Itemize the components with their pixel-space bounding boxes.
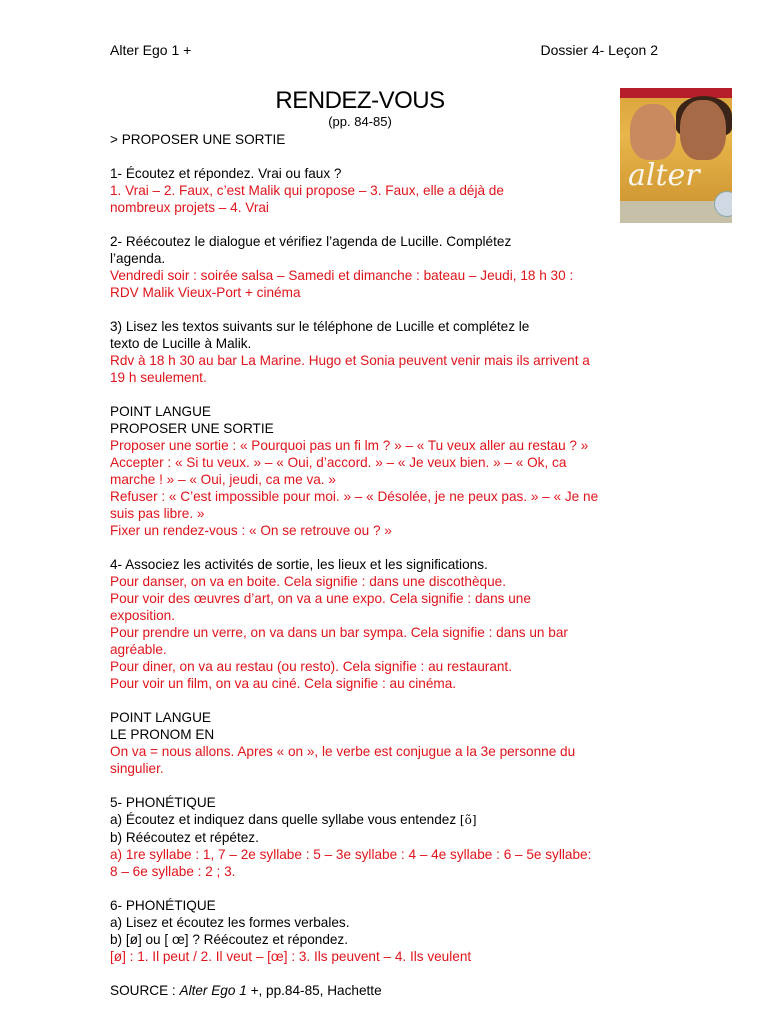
point-langue-1-line-2: Accepter : « Si tu veux. » – « Oui, d’accord. » – « Je veux bien. » – « Ok, ca [110,455,567,470]
point-langue-2-subtitle: LE PRONOM EN [110,727,215,742]
point-langue-1-line-3: marche ! » – « Oui, jeudi, ca me va. » [110,472,336,487]
answer-5-line-1: a) 1re syllabe : 1, 7 – 2e syllabe : 5 – 3e syllabe : 4 – 4e syllabe : 6 – 5e syllabe: [110,847,592,862]
answer-4-line-3: exposition. [110,608,175,623]
point-langue-1-line-1: Proposer une sortie : « Pourquoi pas un fi lm ? » – « Tu veux aller au restau ? » [110,438,589,453]
question-2-line-1: 2- Réécoutez le dialogue et vérifiez l’agenda de Lucille. Complétez [110,234,512,249]
point-langue-1-line-4: Refuser : « C’est impossible pour moi. » – « Désolée, je ne peux pas. » – « Je ne [110,489,599,504]
question-1: 1- Écoutez et répondez. Vrai ou faux ? [110,166,342,181]
page-title: RENDEZ-VOUS [275,87,445,114]
section-heading: > PROPOSER UNE SORTIE [110,132,286,147]
question-5a [110,811,665,829]
question-3-line-2: texto de Lucille à Malik. [110,336,252,351]
answer-5-line-2: 8 – 6e syllabe : 2 ; 3. [110,864,236,879]
header-book-title: Alter Ego 1 + [110,42,192,58]
point-langue-2-title: POINT LANGUE [110,710,211,725]
point-langue-1-line-5: suis pas libre. » [110,506,205,521]
source-label: SOURCE : [110,983,180,998]
answer-4-line-2: Pour voir des œuvres d’art, on va a une expo. Cela signifie : dans une [110,591,531,606]
source-title: Alter Ego 1 + [179,983,259,998]
point-langue-1-line-6: Fixer un rendez-vous : « On se retrouve ou ? » [110,523,392,538]
cover-stripe [620,88,732,98]
question-6a: a) Lisez et écoutez les formes verbales. [110,915,350,930]
answer-6: [ø] : 1. Il peut / 2. Il veut – [œ] : 3. Ils peuvent – 4. Ils veulent [110,949,472,964]
point-langue-2-line-1: On va = nous allons. Apres « on », le verbe est conjugue a la 3e personne du [110,744,576,759]
question-4: 4- Associez les activités de sortie, les lieux et les significations. [110,557,488,572]
phonetic-symbol: [õ] [459,813,477,827]
question-5-title: 5- PHONÉTIQUE [110,795,216,810]
question-2-line-2: l’agenda. [110,251,166,266]
document-body [110,131,665,999]
answer-4-line-7: Pour voir un film, on va au ciné. Cela signifie : au cinéma. [110,676,457,691]
point-langue-1-subtitle: PROPOSER UNE SORTIE [110,421,274,436]
question-5a-text: a) Écoutez et indiquez dans quelle syllabe vous entendez [110,812,460,827]
answer-4-line-5: agréable. [110,642,167,657]
question-6b: b) [ø] ou [ œ] ? Réécoutez et répondez. [110,932,349,947]
page-subtitle: (pp. 84-85) [328,114,392,129]
cover-logo: alter [628,158,700,193]
point-langue-1-title: POINT LANGUE [110,404,211,419]
question-5b: b) Réécoutez et répétez. [110,830,259,845]
answer-4-line-1: Pour danser, on va en boite. Cela signifie : dans une discothèque. [110,574,506,589]
header-lesson: Dossier 4- Leçon 2 [540,42,658,58]
answer-3-line-1: Rdv à 18 h 30 au bar La Marine. Hugo et Sonia peuvent venir mais ils arrivent a [110,353,590,368]
answer-4-line-4: Pour prendre un verre, on va dans un bar sympa. Cela signifie : dans un bar [110,625,568,640]
answer-1-line-2: nombreux projets – 4. Vrai [110,200,269,215]
question-3-line-1: 3) Lisez les textos suivants sur le téléphone de Lucille et complétez le [110,319,530,334]
answer-3-line-2: 19 h seulement. [110,370,207,385]
cover-face-right [680,100,726,160]
point-langue-2-line-2: singulier. [110,761,164,776]
source-details: , pp.84-85, Hachette [258,983,382,998]
answer-4-line-6: Pour diner, on va au restau (ou resto). Cela signifie : au restaurant. [110,659,512,674]
answer-2-line-2: RDV Malik Vieux-Port + cinéma [110,285,301,300]
question-6-title: 6- PHONÉTIQUE [110,898,216,913]
answer-1-line-1: 1. Vrai – 2. Faux, c’est Malik qui propose – 3. Faux, elle a déjà de [110,183,504,198]
answer-2-line-1: Vendredi soir : soirée salsa – Samedi et dimanche : bateau – Jeudi, 18 h 30 : [110,268,574,283]
source-line [110,982,665,999]
